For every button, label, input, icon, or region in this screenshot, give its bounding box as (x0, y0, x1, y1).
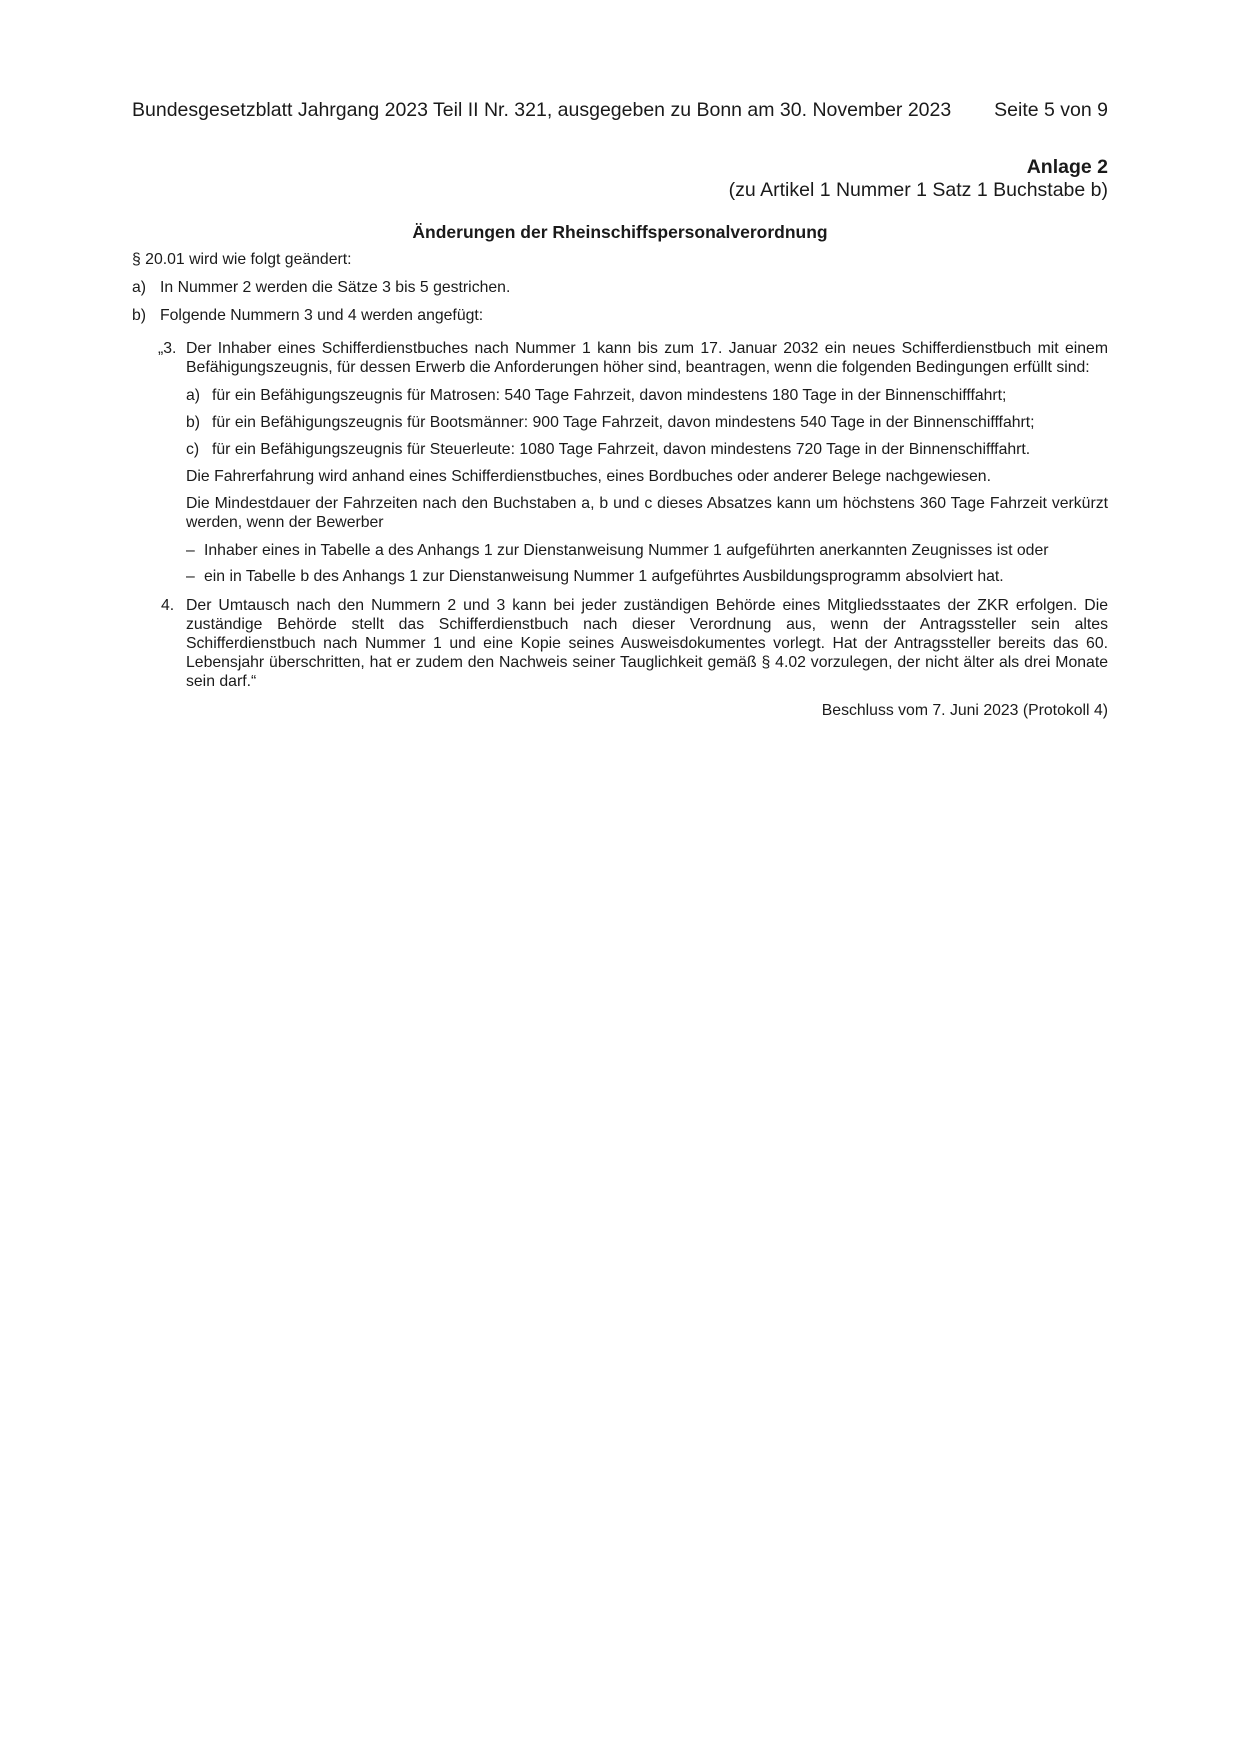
sub-item (132, 386, 1108, 413)
dash-item (132, 541, 1108, 567)
list-item-text: Folgende Nummern 3 und 4 werden angefügt: (160, 307, 484, 324)
sub-item-text: für ein Befähigungszeugnis für Bootsmänner: 900 Tage Fahrzeit, davon mindestens 540 Tage in der Binnenschifffahrt; (212, 414, 1035, 431)
sub-item-text: für ein Befähigungszeugnis für Steuerleute: 1080 Tage Fahrzeit, davon mindestens 720 Tage in der Binnenschifffahrt. (212, 441, 1031, 458)
number-3-block (132, 334, 1108, 377)
number-3-paragraph: Die Fahrerfahrung wird anhand eines Schifferdienstbuches, eines Bordbuches oder anderer Belege nachgewiesen. (186, 468, 991, 485)
dash-item-text: ein in Tabelle b des Anhangs 1 zur Dienstanweisung Nummer 1 aufgeführtes Ausbildungsprogramm absolviert hat. (204, 568, 1004, 585)
closing-note: Beschluss vom 7. Juni 2023 (Protokoll 4) (821, 702, 1108, 719)
sub-item (132, 413, 1108, 440)
list-item (132, 306, 1108, 334)
dash-item-text: Inhaber eines in Tabelle a des Anhangs 1 zur Dienstanweisung Nummer 1 aufgeführten anerkannten Zeugnisses ist oder (204, 542, 1049, 559)
number-4-text: Der Umtausch nach den Nummern 2 und 3 kann bei jeder zuständigen Behörde eines Mitgliedsstaates der ZKR erfolgen. Die zuständige Behörde stellt das Schifferdienstbuch nach dieser Verordnung aus, wenn der Antragssteller sein altes Schifferdienstbuch nach Nummer 1 und eine Kopie seines Ausweisdokumentes vorlegt. Hat der Antragssteller bereits das 60. Lebensjahr überschritten, hat er zudem den Nachweis seiner Tauglichkeit gemäß § 4.02 vorzulegen, der nicht älter als drei Monate sein darf.“ (186, 597, 1108, 690)
document-title: Änderungen der Rheinschiffspersonalverordnung (412, 222, 828, 242)
annex-title: Anlage 2 (1026, 156, 1108, 178)
number-4-block (132, 593, 1108, 691)
annex-block (729, 156, 1108, 202)
number-3-label: „3. (158, 340, 177, 357)
number-3-text: Der Inhaber eines Schifferdienstbuches nach Nummer 1 kann bis zum 17. Januar 2032 ein neues Schifferdienstbuch mit einem Befähigungszeugnis, für dessen Erwerb die Anforderungen höher sind, beantragen, wenn die folgenden Bedingungen erfüllt sind: (186, 340, 1108, 376)
dash-item-label: – (186, 568, 195, 585)
sub-item-text: für ein Befähigungszeugnis für Matrosen: 540 Tage Fahrzeit, davon mindestens 180 Tage in der Binnenschifffahrt; (212, 387, 1007, 404)
number-3-paragraph: Die Mindestdauer der Fahrzeiten nach den Buchstaben a, b und c dieses Absatzes kann um höchstens 360 Tage Fahrzeit verkürzt werden, wenn der Bewerber (186, 495, 1108, 531)
sub-item-label: a) (186, 387, 201, 404)
list-item-label: b) (132, 307, 147, 324)
document-body (132, 250, 1108, 720)
dash-item (132, 567, 1108, 593)
list-item-text: In Nummer 2 werden die Sätze 3 bis 5 gestrichen. (160, 279, 511, 296)
page-number: Seite 5 von 9 (994, 99, 1108, 121)
list-item (132, 278, 1108, 306)
annex-reference: (zu Artikel 1 Nummer 1 Satz 1 Buchstabe b) (728, 179, 1108, 201)
sub-item-label: c) (186, 441, 200, 458)
list-item-label: a) (132, 279, 147, 296)
intro-paragraph: § 20.01 wird wie folgt geändert: (132, 251, 352, 268)
sub-item-label: b) (186, 414, 201, 431)
dash-item-label: – (186, 542, 195, 559)
number-4-label: 4. (161, 597, 175, 614)
sub-item (132, 440, 1108, 467)
publication-line: Bundesgesetzblatt Jahrgang 2023 Teil II Nr. 321, ausgegeben zu Bonn am 30. November 2023 (132, 99, 952, 121)
